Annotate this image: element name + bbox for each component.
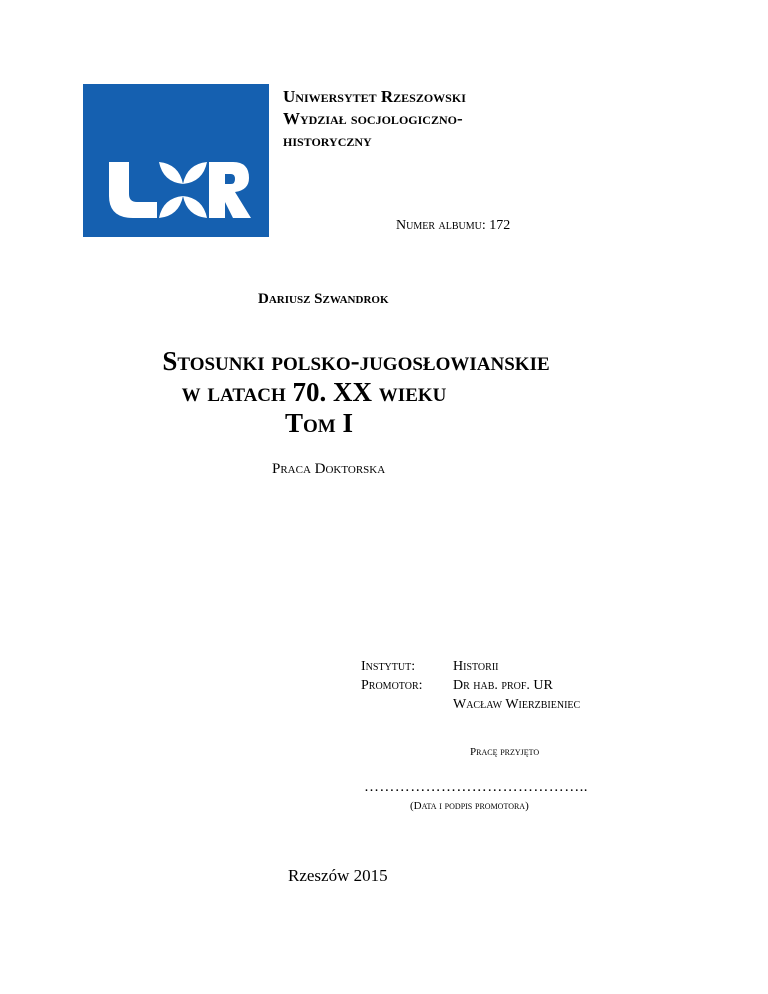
institute-value: Historii (453, 659, 499, 674)
thesis-meta (361, 657, 580, 714)
faculty-name-line2: historyczny (283, 131, 372, 150)
title-line1: Stosunki polsko-jugosłowianskie (162, 346, 550, 376)
faculty-name-line1: Wydział socjologiczno- (283, 109, 463, 128)
signature-line: …………………………………….. (364, 779, 588, 795)
institute-row (361, 657, 580, 676)
institute-label: Instytut: (361, 659, 416, 674)
promoter-value-line1: Dr hab. prof. UR (453, 678, 553, 693)
promoter-value-line2: Wacław Wierzbieniec (453, 697, 581, 712)
ur-logo-icon (83, 84, 269, 237)
promoter-row-2 (361, 695, 580, 714)
title-line3: Tom I (285, 408, 353, 438)
title-line2: w latach 70. XX wieku (181, 377, 447, 407)
author-name: Dariusz Szwandrok (258, 291, 389, 307)
album-value: 172 (489, 218, 511, 233)
thesis-type: Praca Doktorska (272, 461, 386, 477)
album-number (396, 218, 510, 234)
promoter-row (361, 676, 580, 695)
album-label: Numer albumu: (396, 218, 486, 233)
thesis-title (0, 346, 768, 439)
signature-caption: (Data i podpis promotora) (410, 800, 529, 812)
university-header (283, 86, 466, 152)
university-name: Uniwersytet Rzeszowski (283, 87, 466, 106)
promoter-label: Promotor: (361, 678, 423, 693)
place-year: Rzeszów 2015 (288, 866, 388, 885)
university-logo (83, 84, 269, 237)
accepted-label: Pracę przyjęto (470, 746, 540, 758)
